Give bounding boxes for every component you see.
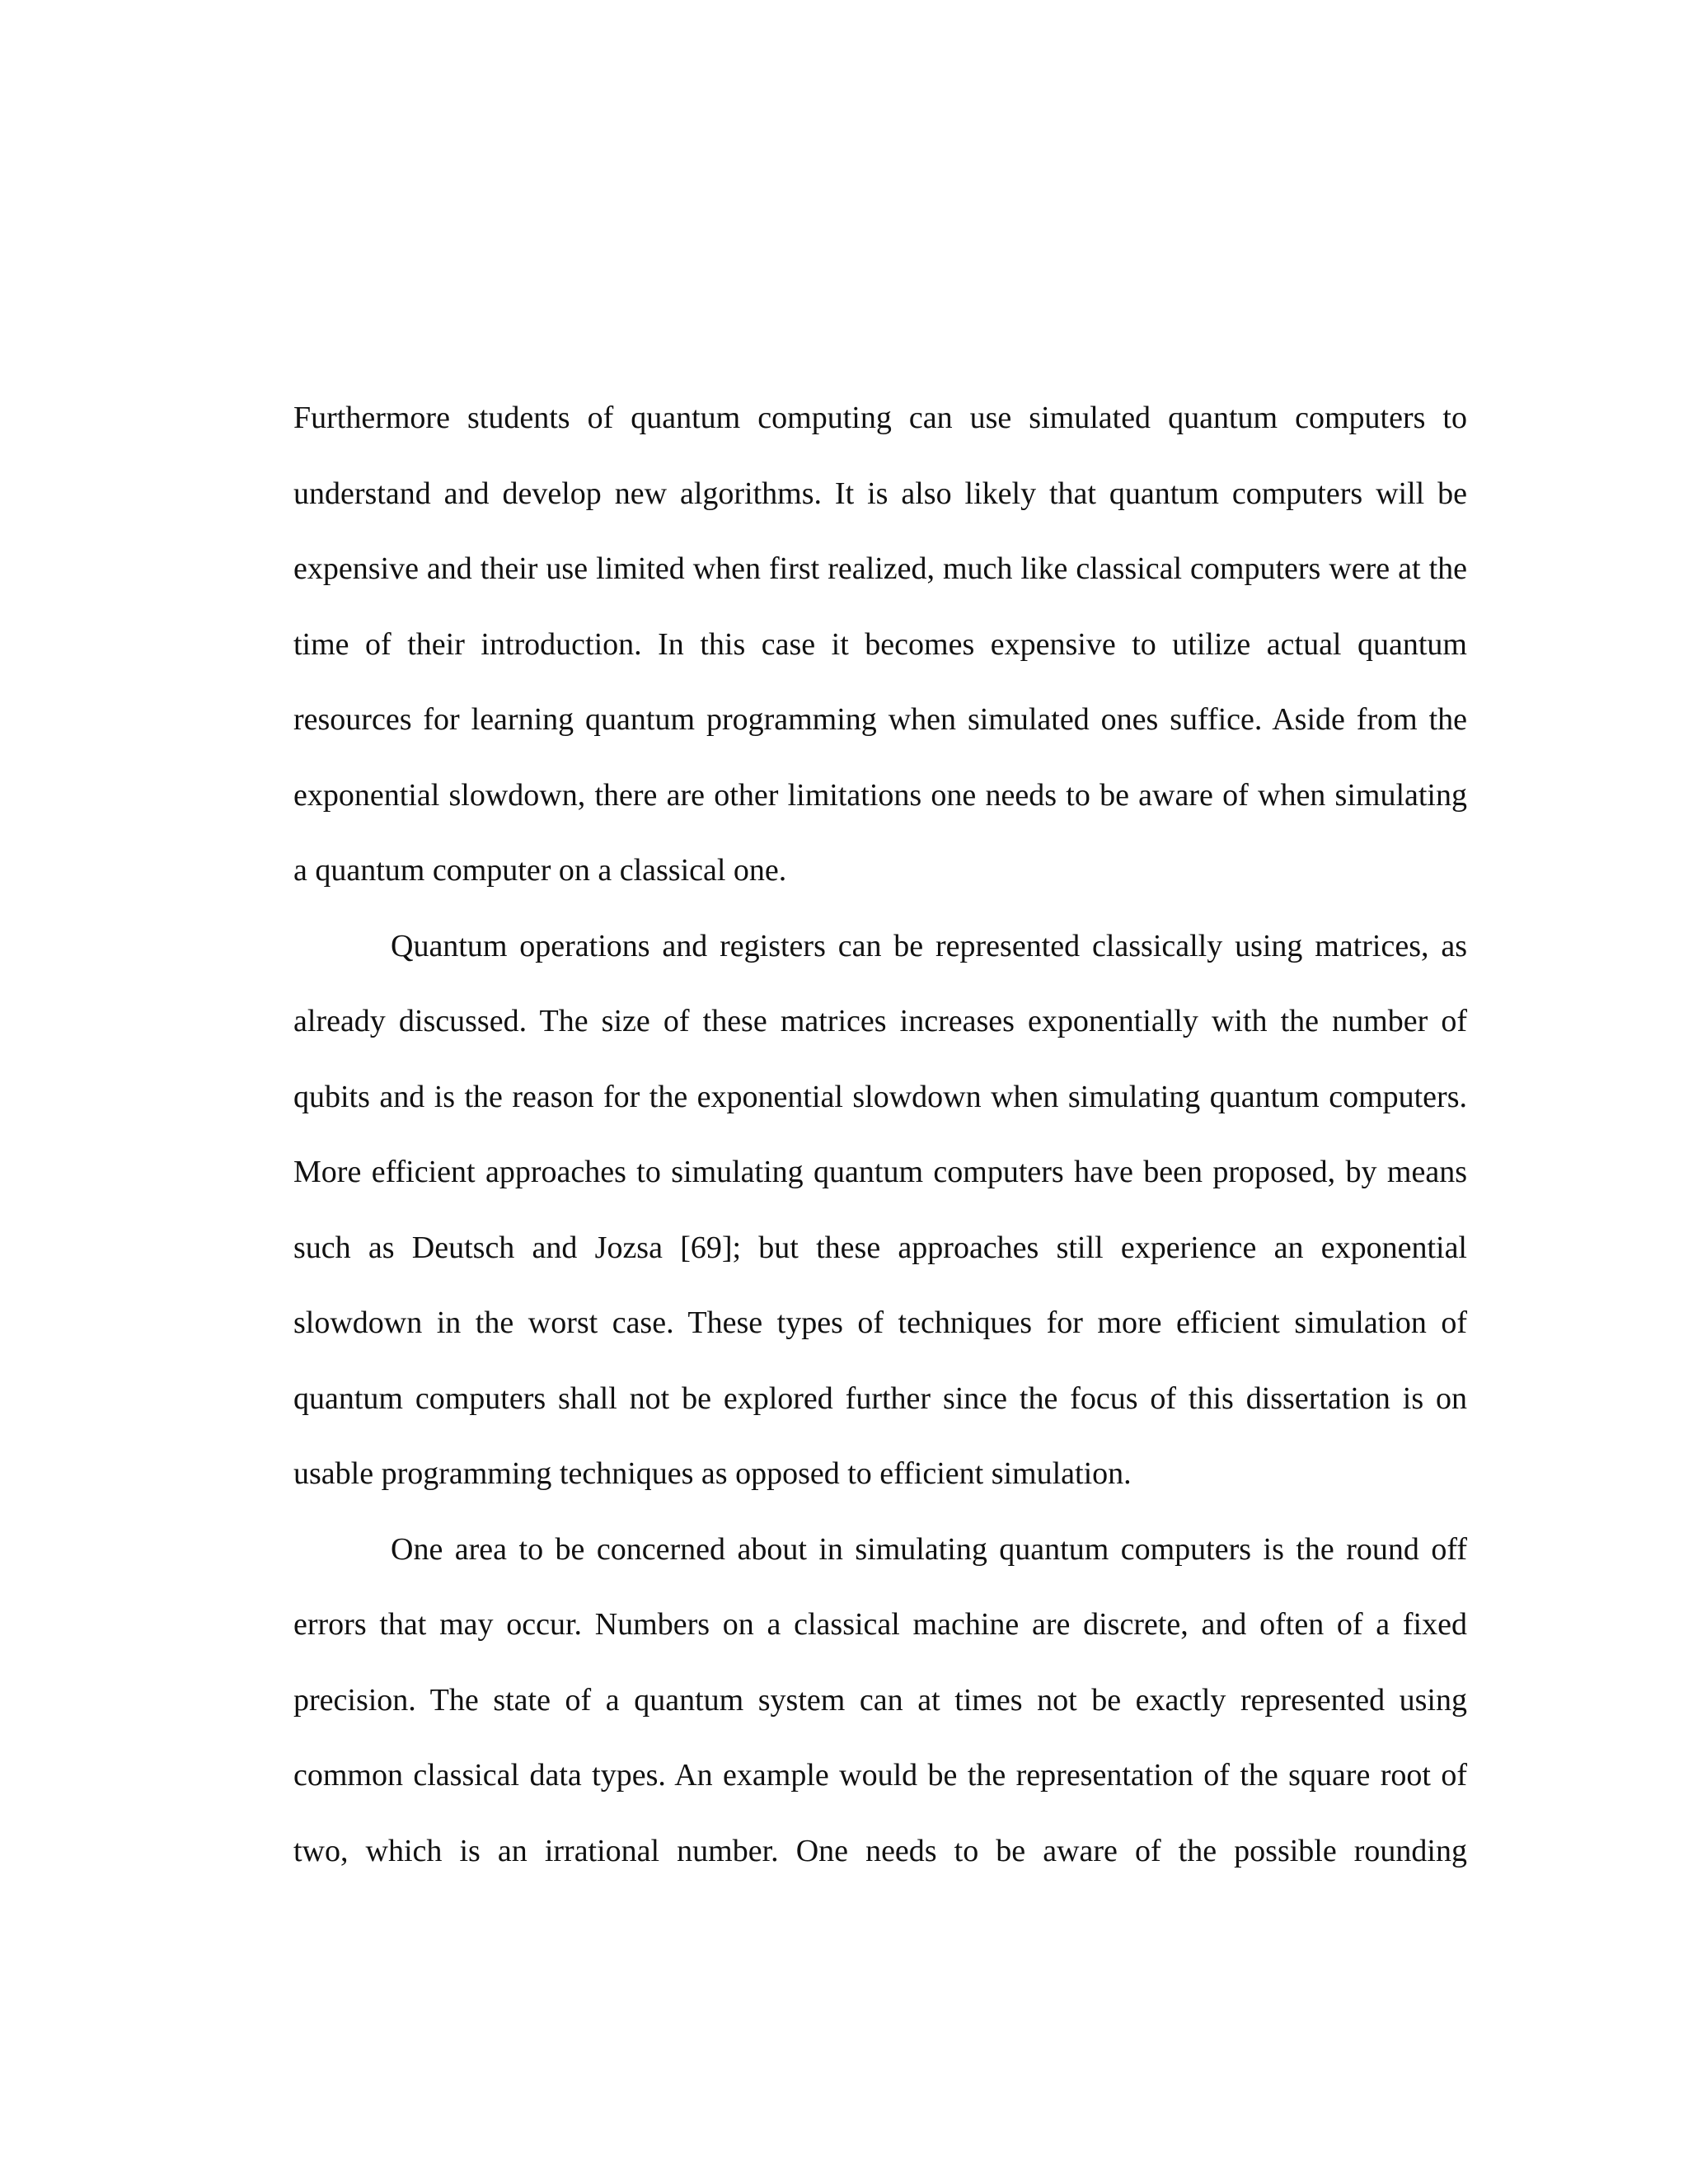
paragraph-3: One area to be concerned about in simulating quantum computers is the round off errors that may occur. Numbers on a classical machine are discrete, and often of a fixed precision. The state of a quantum system can at times not be exactly represented using common classical data types. An example would be the representation of the square root of two, which is an irrational number. One needs to be aware of the possible rounding (293, 1531, 1467, 1868)
paragraph-2: Quantum operations and registers can be represented classically using matrices, as already discussed. The size of these matrices increases exponentially with the number of qubits and is the reason for the exponential slowdown when simulating quantum computers. More efficient approaches to simulating quantum computers have been proposed, by means such as Deutsch and Jozsa [69]; but these approaches still experience an exponential slowdown in the worst case. These types of techniques for more efficient simulation of quantum computers shall not be explored further since the focus of this dissertation is on usable programming techniques as opposed to efficient simulation. (293, 928, 1467, 1491)
body-text (293, 381, 1467, 1889)
paragraph-1: Furthermore students of quantum computing can use simulated quantum computers to understand and develop new algorithms. It is also likely that quantum computers will be expensive and their use limited when first realized, much like classical computers were at the time of their introduction. In this case it becomes expensive to utilize actual quantum resources for learning quantum programming when simulated ones suffice. Aside from the exponential slowdown, there are other limitations one needs to be aware of when simulating a quantum computer on a classical one. (293, 401, 1467, 888)
